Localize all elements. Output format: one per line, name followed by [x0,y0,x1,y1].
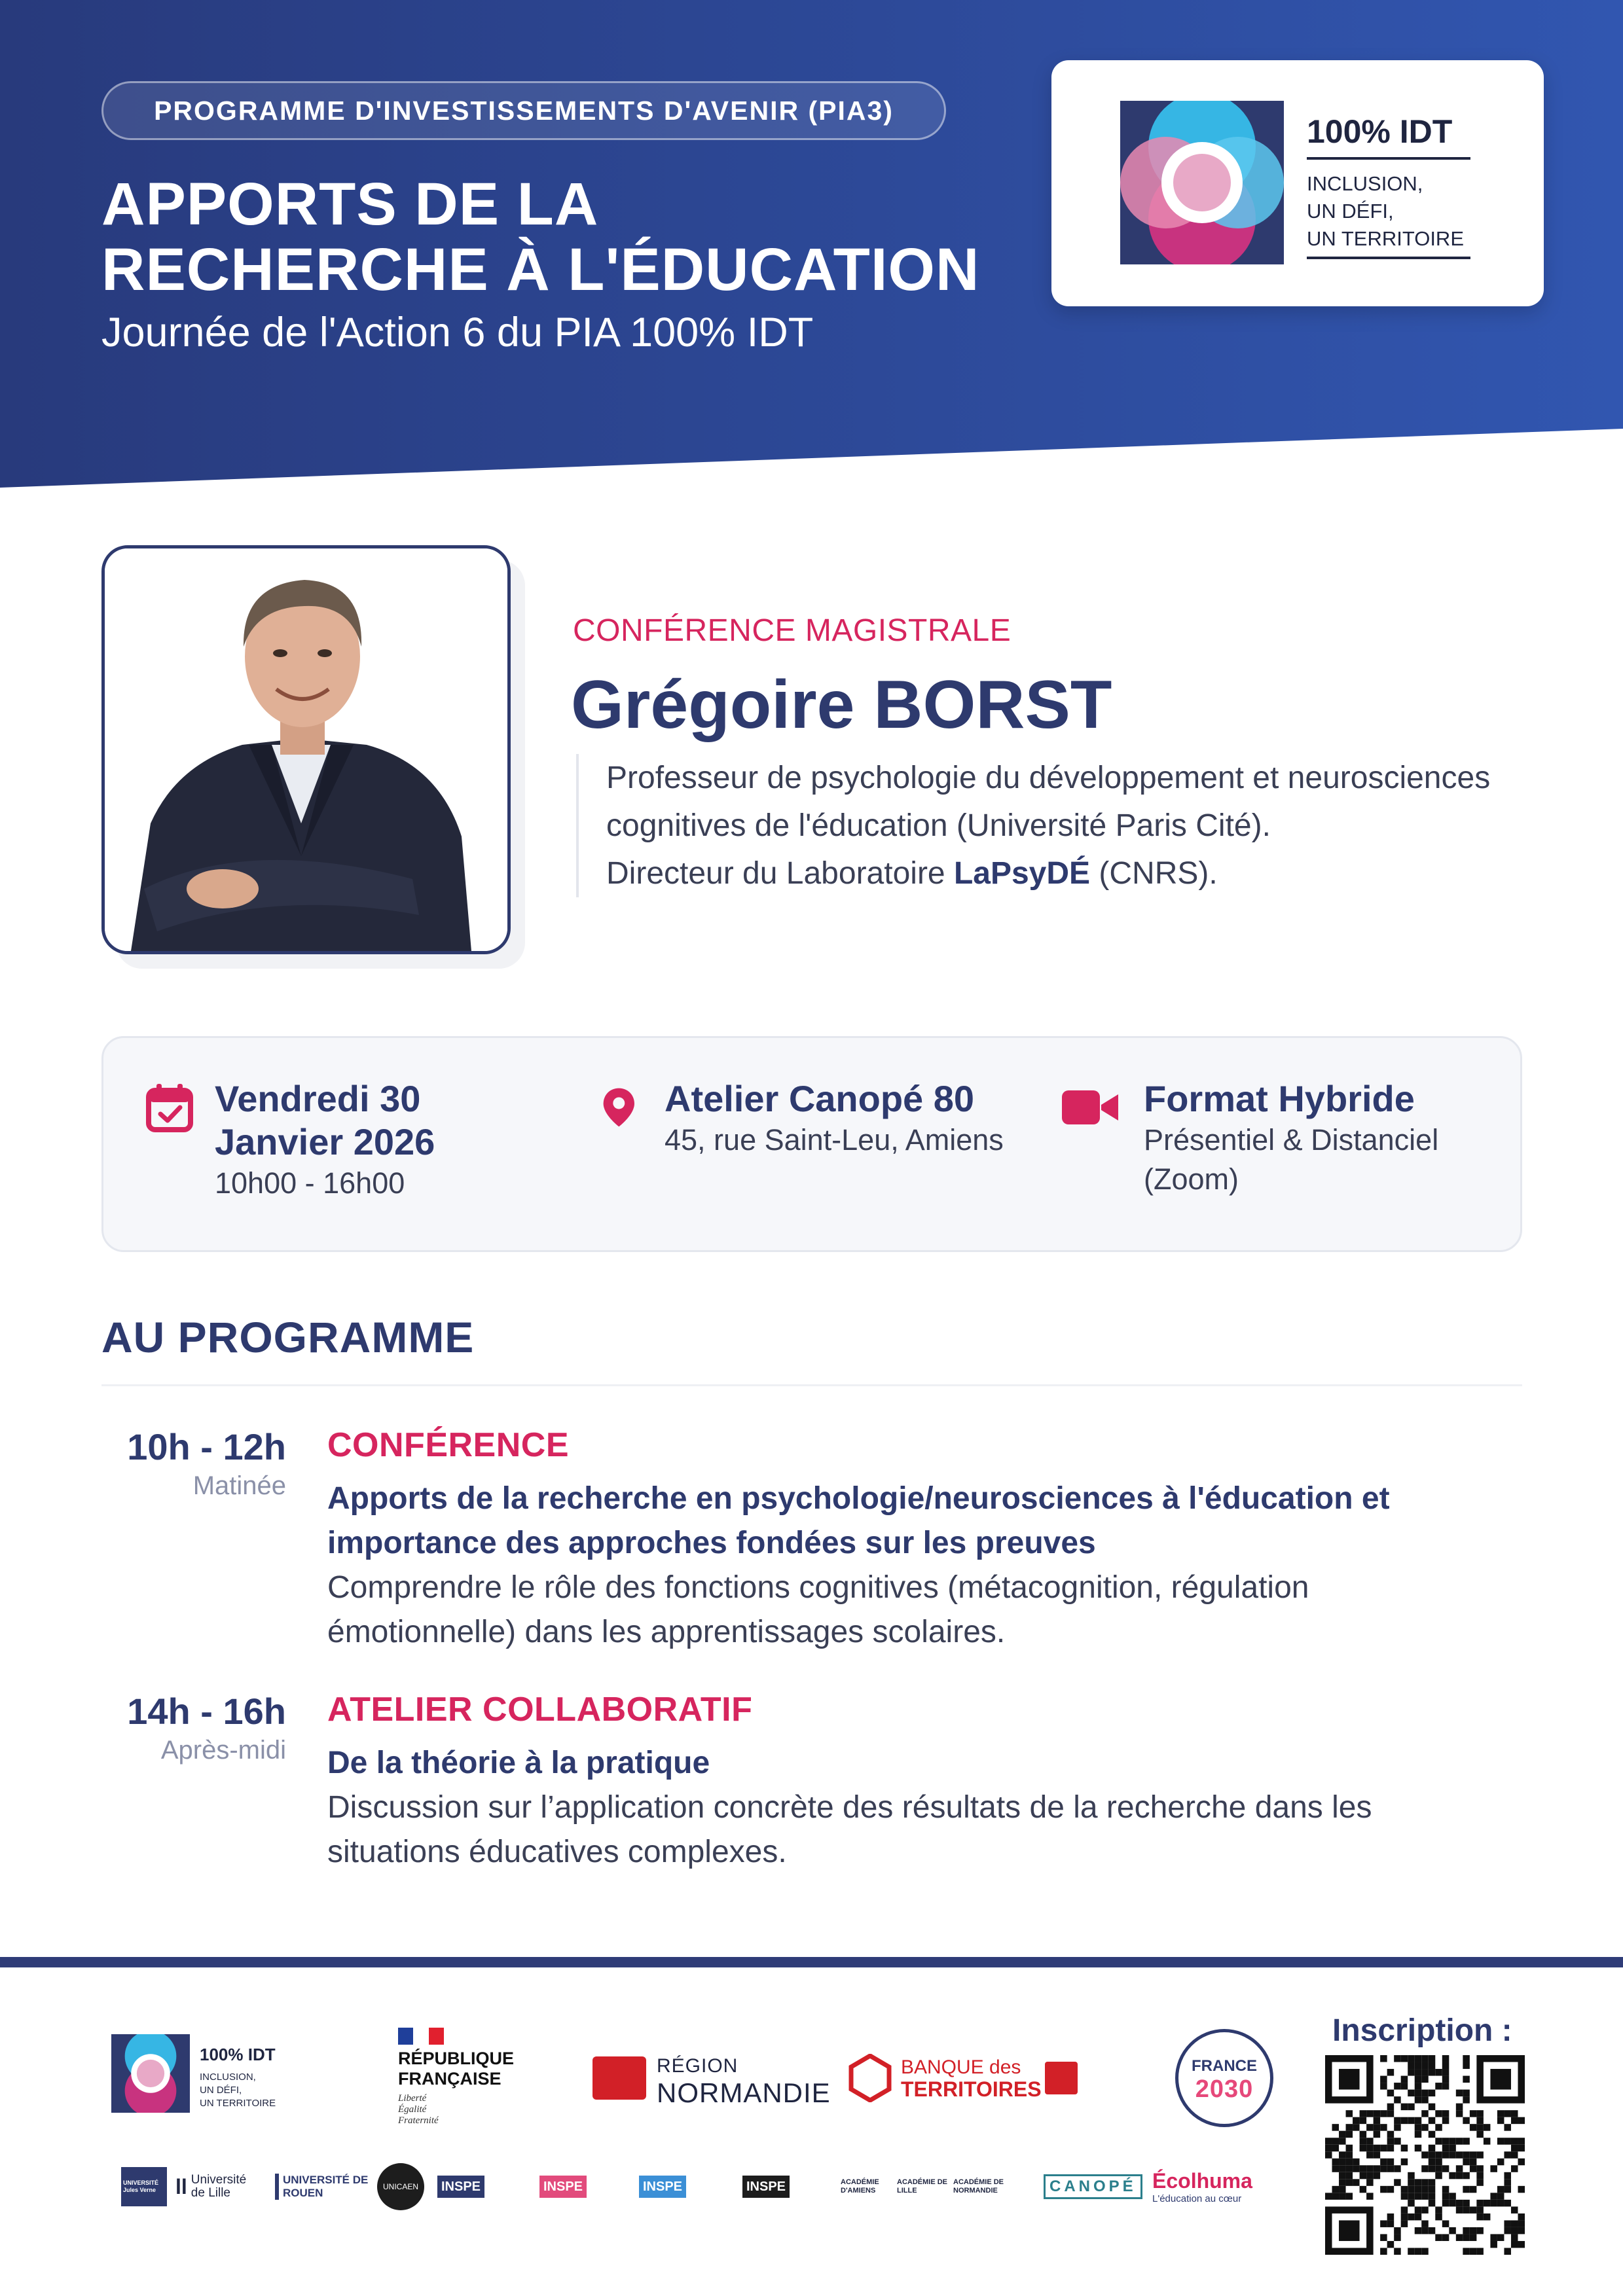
page-title [101,171,1084,302]
calendar-icon [145,1083,194,1132]
slot-heading [327,1741,1506,1785]
slot-period: Après-midi [160,1736,286,1765]
upjv-mark: UNIVERSITÉ Jules Verne [121,2167,167,2206]
title-line-1: APPORTS DE LA [101,171,599,238]
desc-line: émotionnelle) dans les apprentissages scolaires. [327,1615,1006,1649]
inspe-mark: INSPE [639,2176,686,2198]
speaker-bio [576,754,1545,897]
slot-description [327,1785,1506,1874]
page-subtitle: Journée de l'Action 6 du PIA 100% IDT [101,310,814,355]
inspe-mark: INSPE [539,2176,587,2198]
banque-des-territoires-logo [848,2054,1084,2106]
footer-idt-tagline [200,2071,276,2110]
bdt-line1: BANQUE des [901,2056,1021,2078]
desc-line: situations éducatives complexes. [327,1835,787,1869]
format-line: Présentiel & Distanciel [1144,1123,1439,1157]
france-2030-logo [1175,2029,1273,2127]
conference-label: CONFÉRENCE MAGISTRALE [573,613,1012,648]
rf-motto [398,2093,522,2126]
footer-idt-logo [111,2034,282,2119]
slot-description [327,1566,1506,1655]
ecolhuma-name: Écolhuma [1152,2169,1252,2193]
region-label: RÉGION [657,2055,739,2077]
slot-time: 10h - 12h [127,1426,286,1467]
normandie-shield-icon [593,2056,646,2100]
date-text [215,1077,581,1203]
france-2030-year: 2030 [1195,2075,1254,2103]
speaker-name: Grégoire BORST [571,667,1112,743]
partner-ecolhuma [1152,2163,1252,2210]
video-camera-icon [1061,1083,1120,1132]
partner-upjv [121,2163,167,2210]
idt-logo-tagline [1307,170,1464,253]
republique-francaise-logo [398,2028,522,2132]
unicaen-mark: UNICAEN [377,2163,424,2210]
bdt-line2: TERRITOIRES [901,2077,1042,2101]
partner-lille [175,2163,257,2210]
logo-rule [1307,257,1470,259]
rf-title [398,2049,522,2089]
venue-name: Atelier Canopé 80 [665,1078,975,1119]
tagline-line: INCLUSION, [1307,172,1423,195]
partner-inspe-2 [539,2163,587,2210]
partner-unicaen [377,2163,424,2210]
slot-kind: ATELIER COLLABORATIF [327,1691,753,1729]
idt-logo-name: 100% IDT [1307,113,1453,150]
logo-rule [1307,157,1470,160]
tagline-line: INCLUSION, [200,2072,256,2083]
programme-title: AU PROGRAMME [101,1313,475,1361]
heading-line: Apports de la recherche en psychologie/neurosciences à l'éducation et [327,1481,1390,1516]
format-title: Format Hybride [1144,1078,1415,1119]
region-name: NORMANDIE [657,2077,831,2108]
slot-body [327,1690,1506,1874]
motto-line: Liberté [398,2093,427,2104]
partner-inspe-3 [639,2163,686,2210]
location-text [665,1077,1084,1160]
inspe-mark: INSPE [742,2176,790,2198]
title-line-2: RECHERCHE À L'ÉDUCATION [101,236,980,303]
registration-qr-code[interactable] [1325,2055,1525,2255]
partner-academie-lille [897,2163,948,2210]
venue-address: 45, rue Saint-Leu, Amiens [665,1123,1004,1157]
slot-period: Matinée [192,1471,286,1500]
rf-line: FRANÇAISE [398,2069,501,2089]
desc-line: Discussion sur l’application concrète des résultats de la recherche dans les [327,1790,1372,1825]
academie-name: ACADÉMIE DE LILLE [897,2178,948,2195]
bio-line [606,850,1545,897]
ecolhuma-tagline: L'éducation au cœur [1152,2193,1242,2204]
partner-academie-amiens [841,2163,892,2210]
footer-idt-name: 100% IDT [200,2045,276,2064]
partner-inspe-1 [437,2163,484,2210]
lille-name: Université de Lille [191,2173,247,2200]
tagline-line: UN TERRITOIRE [1307,227,1464,250]
partner-inspe-4 [742,2163,790,2210]
bio-prefix: Directeur du Laboratoire [606,856,954,891]
motto-line: Fraternité [398,2115,439,2126]
tagline-line: UN DÉFI, [200,2085,242,2096]
format-line: (Zoom) [1144,1162,1239,1196]
lille-mark: ll [175,2174,187,2198]
speaker-portrait-illustration [105,548,507,951]
motto-line: Égalité [398,2104,427,2115]
speaker-photo [101,545,511,954]
registration-label: Inscription : [1332,2013,1512,2048]
lab-name: LaPsyDÉ [953,856,1091,891]
partner-canope [1044,2163,1142,2210]
bio-suffix: (CNRS). [1090,856,1218,891]
bio-line: Professeur de psychologie du développement et neurosciences [606,761,1491,795]
caisse-depots-mark [1045,2062,1078,2094]
divider [101,1384,1522,1386]
tagline-line: UN TERRITOIRE [200,2098,276,2109]
format-text [1144,1077,1537,1199]
region-normandie-logo [593,2054,831,2108]
partner-rouen [275,2163,373,2210]
event-info-box [101,1036,1522,1252]
slot-time: 14h - 16h [127,1691,286,1732]
slot-kind: CONFÉRENCE [327,1426,570,1464]
date-line: Janvier 2026 [215,1121,435,1162]
desc-line: Comprendre le rôle des fonctions cognitives (métacognition, régulation [327,1570,1309,1605]
program-badge: PROGRAMME D'INVESTISSEMENTS D'AVENIR (PIA3) [101,81,946,140]
tagline-line: UN DÉFI, [1307,200,1394,223]
event-hours: 10h00 - 16h00 [215,1166,405,1200]
idt-logo-icon [111,2034,190,2113]
inspe-mark: INSPE [437,2176,484,2198]
location-pin-icon [602,1083,643,1132]
heading-line: De la théorie à la pratique [327,1746,710,1780]
canope-mark: CANOPÉ [1044,2174,1142,2199]
rf-line: RÉPUBLIQUE [398,2049,515,2068]
bio-line: cognitives de l'éducation (Université Paris Cité). [606,808,1271,843]
academie-name: ACADÉMIE D'AMIENS [841,2178,879,2195]
date-line: Vendredi 30 [215,1078,421,1119]
rouen-name: UNIVERSITÉ DE ROUEN [275,2174,373,2200]
slot-heading [327,1477,1506,1566]
french-flag-icon [398,2028,444,2045]
footer-band [0,1957,1623,1967]
heading-line: importance des approches fondées sur les preuves [327,1526,1096,1560]
bdt-hexagon-icon [848,2054,892,2102]
academie-name: ACADÉMIE DE NORMANDIE [953,2178,1004,2195]
france-2030-label: FRANCE [1192,2057,1257,2075]
idt-logo-icon [1120,101,1284,264]
partner-academie-normandie [953,2163,1025,2210]
idt-logo-card [1051,60,1544,306]
slot-body [327,1426,1506,1655]
